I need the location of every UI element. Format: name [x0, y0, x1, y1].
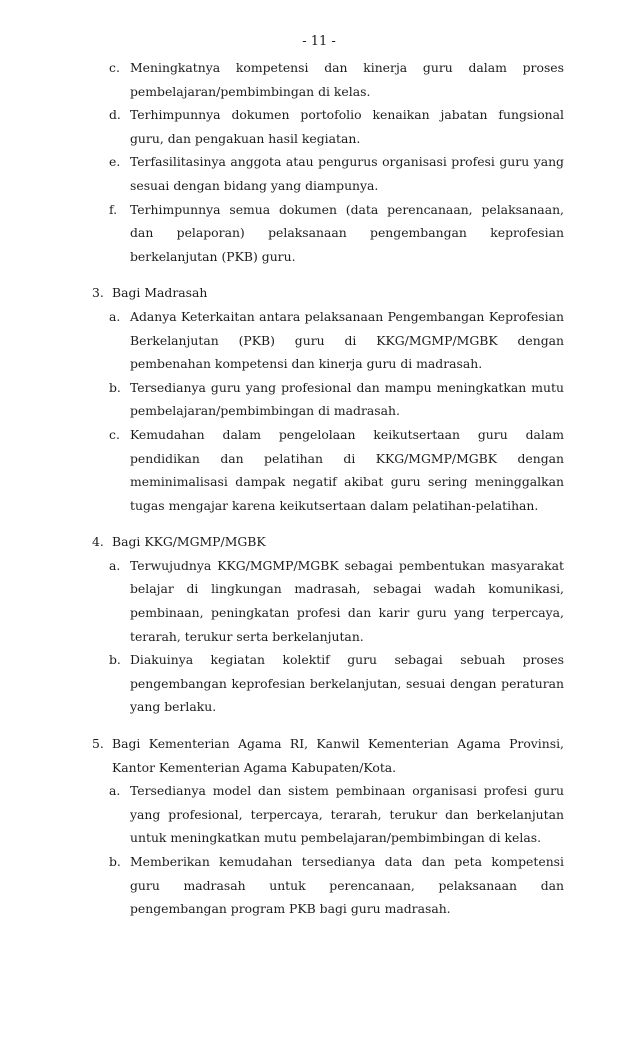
- list-item: [92, 305, 564, 376]
- list-item: [92, 198, 564, 269]
- list-item: [92, 779, 564, 850]
- list-item: [92, 850, 564, 921]
- document-body: [92, 56, 564, 921]
- list-item-text: Adanya Keterkaitan antara pelaksanaan Pengembangan Keprofesian Berkelanjutan (PKB) guru di KKG/MGMP/MGBK dengan pembenahan kompetensi dan kinerja guru di madrasah.: [130, 308, 564, 372]
- list-item-text: Terfasilitasinya anggota atau pengurus organisasi profesi guru yang sesuai dengan bidang yang diampunya.: [130, 154, 564, 193]
- page-number: - 11 -: [302, 34, 336, 49]
- list-marker: d.: [109, 107, 121, 123]
- list-item-text: Meningkatnya kompetensi dan kinerja guru dalam proses pembelajaran/pembimbingan di kelas.: [130, 60, 564, 99]
- list-marker: f.: [109, 201, 118, 217]
- section-heading: [92, 530, 564, 554]
- list-item-text: Diakuinya kegiatan kolektif guru sebagai sebuah proses pengembangan keprofesian berkelanjutan, sesuai dengan peraturan yang berlaku.: [130, 652, 564, 715]
- section-number: 3.: [92, 285, 104, 301]
- list-item-text: Terhimpunnya dokumen portofolio kenaikan jabatan fungsional guru, dan pengakuan hasil kegiatan.: [130, 107, 564, 146]
- list-item-text: Tersedianya model dan sistem pembinaan organisasi profesi guru yang profesional, terpercaya, terarah, terukur dan berkelanjutan untuk meningkatkan mutu pembelajaran/pembimbingan di kelas.: [130, 783, 564, 846]
- list-item: [92, 554, 564, 648]
- list-marker: a.: [109, 557, 121, 573]
- list-marker: b.: [109, 379, 121, 395]
- list-item: [92, 376, 564, 423]
- list-marker: b.: [109, 652, 121, 668]
- list-item-text: Kemudahan dalam pengelolaan keikutsertaan guru dalam pendidikan dan pelatihan di KKG/MGMP/MGBK dengan meminimalisasi dampak negatif akibat guru sering meninggalkan tugas mengajar karena keikutsertaan dalam pelatihan-pelatihan.: [130, 426, 564, 513]
- section-heading: [92, 281, 564, 305]
- list-item-text: Terwujudnya KKG/MGMP/MGBK sebagai pembentukan masyarakat belajar di lingkungan madrasah, sebagai wadah komunikasi, pembinaan, peningkatan profesi dan karir guru yang terpercaya, terarah, terukur serta berkelanjutan.: [130, 557, 564, 644]
- list-item-text: Terhimpunnya semua dokumen (data perencanaan, pelaksanaan, dan pelaporan) pelaksanaan pengembangan keprofesian berkelanjutan (PKB) guru.: [130, 201, 564, 264]
- section-number: 5.: [92, 736, 104, 752]
- list-item: [92, 150, 564, 197]
- list-item: [92, 423, 564, 517]
- list-marker: e.: [109, 154, 121, 170]
- section-number: 4.: [92, 534, 104, 550]
- list-marker: b.: [109, 854, 121, 869]
- list-item: [92, 103, 564, 150]
- list-item: [92, 648, 564, 719]
- list-marker: a.: [109, 783, 121, 799]
- list-marker: c.: [109, 426, 120, 442]
- list-item: [92, 56, 564, 103]
- section-heading: [92, 732, 564, 779]
- section-title: Bagi Madrasah: [112, 285, 208, 301]
- list-item-text: Memberikan kemudahan tersedianya data dan peta kompetensi guru madrasah untuk perencanaan, pelaksanaan dan pengembangan program PKB bagi guru madrasah.: [130, 854, 564, 917]
- list-marker: a.: [109, 308, 121, 324]
- list-marker: c.: [109, 60, 120, 75]
- section-title: Bagi Kementerian Agama RI, Kanwil Kementerian Agama Provinsi, Kantor Kementerian Agama Kabupaten/Kota.: [112, 736, 564, 775]
- list-item-text: Tersedianya guru yang profesional dan mampu meningkatkan mutu pembelajaran/pembimbingan di madrasah.: [130, 379, 564, 419]
- section-title: Bagi KKG/MGMP/MGBK: [112, 534, 266, 550]
